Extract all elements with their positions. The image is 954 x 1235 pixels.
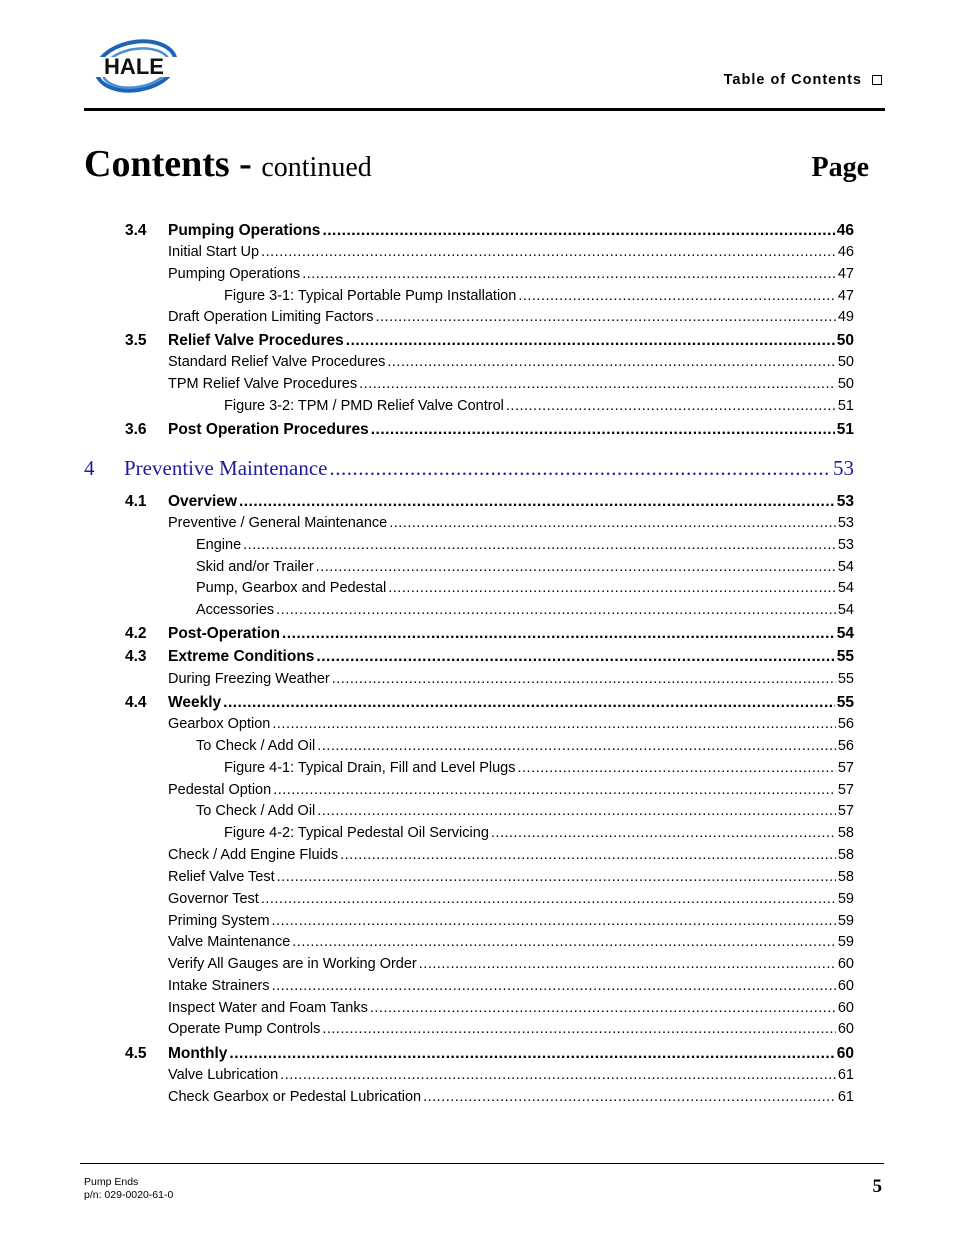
toc-leader-dots [517,760,835,776]
toc-entry-title: To Check / Add Oil [196,803,316,819]
toc-entry-title: During Freezing Weather [168,671,330,687]
toc-entry[interactable] [168,869,854,887]
toc-leader-dots [223,694,835,712]
toc-leader-dots [387,354,836,370]
toc-leader-dots [330,456,832,481]
toc-leader-dots [277,869,836,885]
toc-entry-page: 53 [836,493,854,510]
toc-leader-dots [518,288,836,304]
toc-entry-title: Post Operation Procedures [168,421,369,438]
toc-entry-title: Extreme Conditions [168,648,315,665]
toc-entry-page: 57 [837,803,854,819]
toc-entry[interactable] [168,782,854,800]
toc-entry-page: 57 [837,760,854,776]
toc-entry[interactable] [125,625,854,645]
toc-entry-title: Standard Relief Valve Procedures [168,354,386,370]
toc-entry-title: Preventive / General Maintenance [168,515,388,531]
toc-entry-page: 60 [836,1045,854,1062]
toc-entry-page: 61 [837,1067,854,1083]
toc-entry-title: Intake Strainers [168,978,270,994]
header-rule [84,108,885,111]
page-title [84,142,372,186]
toc-entry[interactable] [224,825,854,843]
toc-entry[interactable] [168,913,854,931]
toc-entry-page: 46 [837,244,854,260]
toc-entry-page: 47 [837,266,854,282]
toc-entry-title: Inspect Water and Foam Tanks [168,1000,368,1016]
toc-leader-dots [229,1045,834,1063]
page-title-main: Contents - [84,143,262,185]
toc-leader-dots [370,1000,836,1016]
footer-doc-title: Pump Ends [84,1176,139,1188]
svg-text:HALE: HALE [104,54,164,79]
section-label-text: Table of Contents [723,72,862,88]
toc-entry-title: Pedestal Option [168,782,272,798]
toc-entry-title: Valve Lubrication [168,1067,279,1083]
toc-leader-dots [282,625,835,643]
toc-entry-title: TPM Relief Valve Procedures [168,376,358,392]
toc-entry-page: 49 [837,309,854,325]
toc-leader-dots [316,559,836,575]
toc-entry-title: Preventive Maintenance [124,456,328,480]
toc-leader-dots [316,648,834,666]
toc-entry[interactable] [196,738,854,756]
toc-entry[interactable] [168,956,854,974]
toc-leader-dots [322,222,834,240]
toc-entry[interactable] [125,332,854,352]
toc-entry[interactable] [168,1089,854,1107]
toc-entry-title: Initial Start Up [168,244,260,260]
box-icon [872,75,882,85]
toc-leader-dots [389,515,836,531]
toc-entry-number: 3.4 [125,222,147,239]
toc-entry-page: 53 [837,515,854,531]
toc-entry[interactable] [84,456,854,482]
toc-entry-page: 61 [837,1089,854,1105]
toc-entry[interactable] [125,694,854,714]
toc-entry[interactable] [168,847,854,865]
toc-entry-title: Weekly [168,694,222,711]
toc-entry-page: 57 [837,782,854,798]
page-title-sub: continued [261,152,372,183]
toc-entry-title: Monthly [168,1045,228,1062]
toc-entry-number: 4 [84,456,95,480]
toc-entry-number: 4.1 [125,493,147,510]
toc-entry-page: 51 [836,421,854,438]
toc-entry-page: 60 [837,956,854,972]
toc-entry-page: 53 [833,456,854,480]
toc-entry-title: Figure 4-1: Typical Drain, Fill and Level Plugs [224,760,516,776]
section-label [724,72,882,88]
toc-leader-dots [272,913,836,929]
toc-entry-title: Pump, Gearbox and Pedestal [196,580,387,596]
toc-entry-page: 60 [837,978,854,994]
toc-leader-dots [340,847,836,863]
toc-entry[interactable] [224,288,854,306]
toc-entry[interactable] [125,648,854,668]
hale-logo [86,36,182,100]
toc-entry-title: Overview [168,493,237,510]
toc-entry[interactable] [196,580,854,598]
toc-entry[interactable] [168,1000,854,1018]
toc-entry-page: 50 [837,354,854,370]
toc-leader-dots [419,956,836,972]
toc-entry-page: 58 [837,825,854,841]
toc-leader-dots [243,537,836,553]
toc-entry[interactable] [168,978,854,996]
toc-entry-title: Accessories [196,602,275,618]
footer-doc-info [84,1176,173,1202]
toc-entry[interactable] [168,716,854,734]
toc-entry[interactable] [168,354,854,372]
toc-entry-page: 54 [837,580,854,596]
toc-leader-dots [292,934,836,950]
toc-entry-page: 54 [837,602,854,618]
toc-entry[interactable] [224,398,854,416]
toc-leader-dots [302,266,836,282]
toc-entry[interactable] [168,376,854,394]
footer-rule [80,1163,884,1164]
toc-entry[interactable] [224,760,854,778]
toc-leader-dots [491,825,836,841]
toc-leader-dots [332,671,836,687]
toc-entry-page: 58 [837,869,854,885]
toc-entry-title: Figure 3-1: Typical Portable Pump Installation [224,288,517,304]
toc-entry-page: 55 [836,648,854,665]
toc-leader-dots [272,978,836,994]
toc-entry[interactable] [196,803,854,821]
toc-entry[interactable] [168,891,854,909]
toc-entry-page: 46 [836,222,854,239]
toc-leader-dots [280,1067,836,1083]
toc-leader-dots [388,580,836,596]
toc-entry-page: 54 [836,625,854,642]
toc-entry-title: Relief Valve Test [168,869,275,885]
toc-entry[interactable] [196,537,854,555]
toc-leader-dots [261,244,836,260]
toc-entry[interactable] [196,559,854,577]
toc-entry[interactable] [168,266,854,284]
toc-leader-dots [317,738,836,754]
toc-leader-dots [506,398,836,414]
toc-entry-title: Check Gearbox or Pedestal Lubrication [168,1089,422,1105]
toc-entry-page: 59 [837,913,854,929]
toc-entry-title: Skid and/or Trailer [196,559,314,575]
toc-entry-page: 50 [837,376,854,392]
toc-entry-page: 55 [836,694,854,711]
toc-entry-title: To Check / Add Oil [196,738,316,754]
footer-page-number: 5 [872,1176,882,1197]
toc-entry-number: 4.5 [125,1045,147,1062]
toc-entry-page: 58 [837,847,854,863]
toc-leader-dots [276,602,836,618]
toc-entry-page: 59 [837,891,854,907]
toc-entry-title: Valve Maintenance [168,934,291,950]
toc-entry[interactable] [125,222,854,242]
toc-entry-page: 59 [837,934,854,950]
toc-entry[interactable] [196,602,854,620]
toc-entry-title: Verify All Gauges are in Working Order [168,956,417,972]
toc-entry-title: Pumping Operations [168,266,301,282]
toc-entry[interactable] [168,1021,854,1039]
toc-entry-title: Post-Operation [168,625,280,642]
toc-entry[interactable] [125,493,854,513]
toc-entry[interactable] [168,515,854,533]
toc-entry-page: 60 [837,1000,854,1016]
toc-entry-number: 4.4 [125,694,147,711]
toc-entry[interactable] [168,671,854,689]
toc-entry-number: 3.5 [125,332,147,349]
toc-entry[interactable] [168,309,854,327]
toc-entry-title: Operate Pump Controls [168,1021,321,1037]
toc-entry-title: Relief Valve Procedures [168,332,344,349]
toc-entry-number: 4.3 [125,648,147,665]
toc-entry-title: Engine [196,537,242,553]
toc-entry-title: Governor Test [168,891,259,907]
toc-entry-page: 56 [837,738,854,754]
toc-entry-title: Pumping Operations [168,222,321,239]
toc-entry[interactable] [125,1045,854,1065]
toc-entry-page: 56 [837,716,854,732]
toc-entry[interactable] [168,934,854,952]
page-column-heading: Page [811,152,869,183]
toc-entry-title: Figure 3-2: TPM / PMD Relief Valve Control [224,398,504,414]
toc-leader-dots [261,891,836,907]
toc-leader-dots [376,309,836,325]
toc-entry-number: 4.2 [125,625,147,642]
toc-entry[interactable] [125,421,854,441]
toc-entry-title: Gearbox Option [168,716,271,732]
toc-leader-dots [423,1089,836,1105]
toc-leader-dots [273,782,836,798]
toc-entry-page: 54 [837,559,854,575]
toc-leader-dots [272,716,835,732]
toc-leader-dots [317,803,836,819]
toc-entry[interactable] [168,244,854,262]
toc-entry-title: Draft Operation Limiting Factors [168,309,374,325]
toc-leader-dots [359,376,836,392]
toc-entry-page: 60 [837,1021,854,1037]
toc-entry-page: 51 [837,398,854,414]
toc-entry-page: 50 [836,332,854,349]
toc-leader-dots [346,332,835,350]
toc-entry-page: 47 [837,288,854,304]
toc-leader-dots [239,493,835,511]
toc-leader-dots [371,421,835,439]
toc-entry-page: 53 [837,537,854,553]
toc-entry-number: 3.6 [125,421,147,438]
footer-part-number: p/n: 029-0020-61-0 [84,1189,174,1201]
toc-entry-title: Figure 4-2: Typical Pedestal Oil Servicing [224,825,489,841]
toc-entry-title: Check / Add Engine Fluids [168,847,339,863]
toc-leader-dots [322,1021,836,1037]
toc-entry-page: 55 [837,671,854,687]
toc-entry-title: Priming System [168,913,270,929]
toc-entry[interactable] [168,1067,854,1085]
